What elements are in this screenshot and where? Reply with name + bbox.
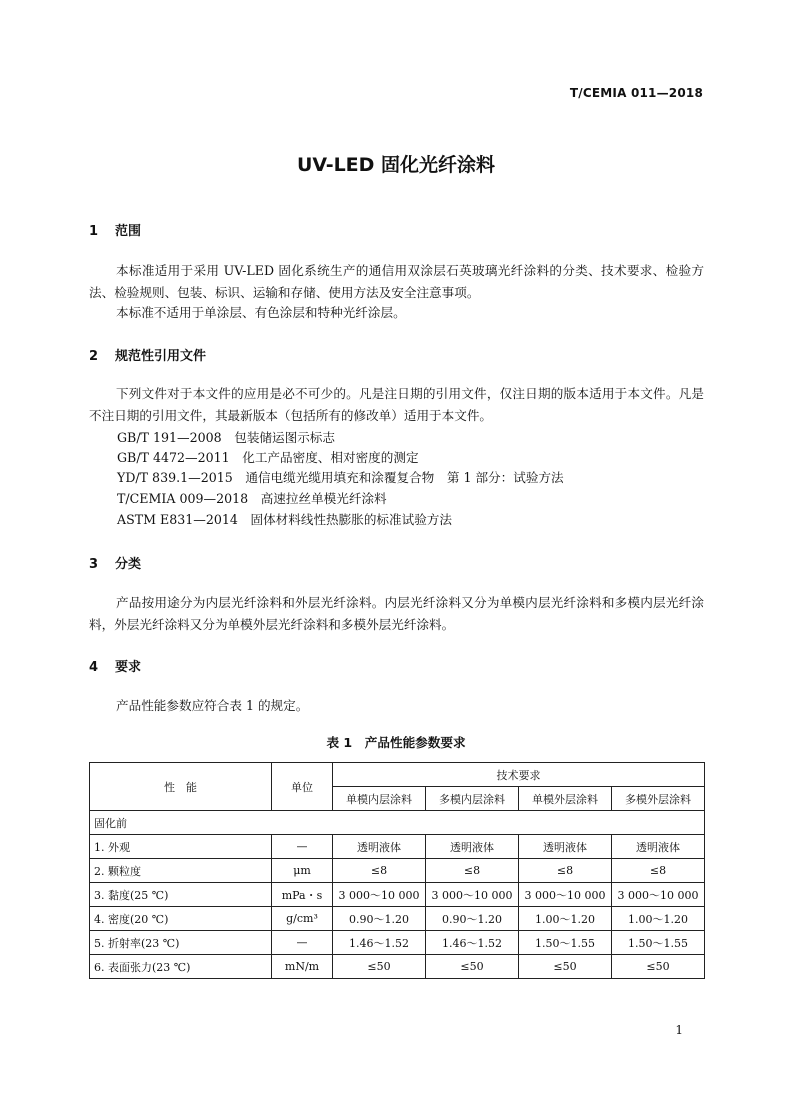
cell-value: 0.90～1.20: [426, 907, 519, 931]
table-row: [90, 955, 705, 979]
cell-value: 3 000～10 000: [612, 883, 705, 907]
performance-table: [89, 762, 705, 979]
paragraph: 下列文件对于本文件的应用是必不可少的。凡是注日期的引用文件，仅注日期的版本适用于本文件。凡是不注日期的引用文件，其最新版本（包括所有的修改单）适用于本文件。: [89, 386, 704, 423]
cell-value: 1.50～1.55: [612, 931, 705, 955]
section-heading: [89, 656, 141, 675]
standard-code: T/CEMIA 011—2018: [569, 86, 703, 100]
cell-value: 0.90～1.20: [333, 907, 426, 931]
reference-item: YD/T 839.1—2015 通信电缆光缆用填充和涂覆复合物 第 1 部分：试验方法: [117, 470, 564, 485]
cell-value: 1.46～1.52: [426, 931, 519, 955]
cell-unit: g/cm³: [272, 907, 333, 931]
cell-unit: μm: [272, 859, 333, 883]
cell-value: ≤50: [333, 955, 426, 979]
section-number: 2: [89, 349, 99, 364]
cell-property: 2. 颗粒度: [90, 859, 272, 883]
section-number: 3: [89, 557, 99, 572]
cell-value: ≤8: [333, 859, 426, 883]
cell-value: 1.50～1.55: [519, 931, 612, 955]
table-row: [90, 859, 705, 883]
cell-value: 透明液体: [426, 835, 519, 859]
paragraph: 产品性能参数应符合表 1 的规定。: [116, 698, 309, 713]
paragraph: 本标准不适用于单涂层、有色涂层和特种光纤涂层。: [116, 305, 406, 320]
section-heading: [89, 220, 141, 239]
table-row: [90, 883, 705, 907]
cell-value: 1.00～1.20: [519, 907, 612, 931]
cell-value: 透明液体: [612, 835, 705, 859]
table-row: [90, 907, 705, 931]
table-group-row: [90, 811, 705, 835]
table-row: [90, 835, 705, 859]
cell-value: 3 000～10 000: [426, 883, 519, 907]
cell-unit: —: [272, 835, 333, 859]
cell-value: 1.46～1.52: [333, 931, 426, 955]
cell-value: ≤8: [426, 859, 519, 883]
reference-item: GB/T 4472—2011 化工产品密度、相对密度的测定: [117, 450, 419, 465]
reference-item: ASTM E831—2014 固体材料线性热膨胀的标准试验方法: [117, 512, 452, 527]
cell-value: ≤8: [612, 859, 705, 883]
cell-value: ≤50: [426, 955, 519, 979]
header-column: 单模内层涂料: [333, 787, 426, 811]
page-number: 1: [675, 1023, 683, 1037]
reference-item: T/CEMIA 009—2018 高速拉丝单模光纤涂料: [117, 491, 387, 506]
cell-property: 6. 表面张力(23 ℃): [90, 955, 272, 979]
cell-property: 3. 黏度(25 ℃): [90, 883, 272, 907]
section-title: 规范性引用文件: [115, 349, 207, 364]
header-property: 性 能: [90, 763, 272, 811]
cell-property: 4. 密度(20 ℃): [90, 907, 272, 931]
header-column: 多模外层涂料: [612, 787, 705, 811]
table-caption: 表 1 产品性能参数要求: [326, 735, 466, 750]
cell-property: 5. 折射率(23 ℃): [90, 931, 272, 955]
header-tech-requirements: 技术要求: [333, 763, 705, 787]
section-title: 要求: [115, 660, 142, 675]
cell-value: 3 000～10 000: [519, 883, 612, 907]
paragraph: 本标准适用于采用 UV-LED 固化系统生产的通信用双涂层石英玻璃光纤涂料的分类、技术要求、检验方法、检验规则、包装、标识、运输和存储、使用方法及安全注意事项。: [89, 263, 704, 300]
cell-value: 透明液体: [519, 835, 612, 859]
cell-value: 1.00～1.20: [612, 907, 705, 931]
section-number: 1: [89, 224, 99, 239]
section-heading: [89, 553, 141, 572]
cell-property: 1. 外观: [90, 835, 272, 859]
section-title: 分类: [115, 557, 142, 572]
table-row: [90, 931, 705, 955]
cell-value: ≤50: [612, 955, 705, 979]
header-column: 单模外层涂料: [519, 787, 612, 811]
cell-unit: —: [272, 931, 333, 955]
cell-unit: mN/m: [272, 955, 333, 979]
reference-item: GB/T 191—2008 包装储运图示标志: [117, 430, 335, 445]
paragraph: 产品按用途分为内层光纤涂料和外层光纤涂料。内层光纤涂料又分为单模内层光纤涂料和多模内层光纤涂料，外层光纤涂料又分为单模外层光纤涂料和多模外层光纤涂料。: [89, 595, 704, 632]
section-title: 范围: [115, 224, 142, 239]
header-column: 多模内层涂料: [426, 787, 519, 811]
section-number: 4: [89, 660, 99, 675]
cell-unit: mPa・s: [272, 883, 333, 907]
group-label: 固化前: [90, 811, 705, 835]
section-heading: [89, 345, 206, 364]
table-header-row: [90, 763, 705, 787]
cell-value: 3 000～10 000: [333, 883, 426, 907]
document-title: UV-LED 固化光纤涂料: [296, 154, 496, 176]
cell-value: ≤50: [519, 955, 612, 979]
cell-value: ≤8: [519, 859, 612, 883]
header-unit: 单位: [272, 763, 333, 811]
cell-value: 透明液体: [333, 835, 426, 859]
